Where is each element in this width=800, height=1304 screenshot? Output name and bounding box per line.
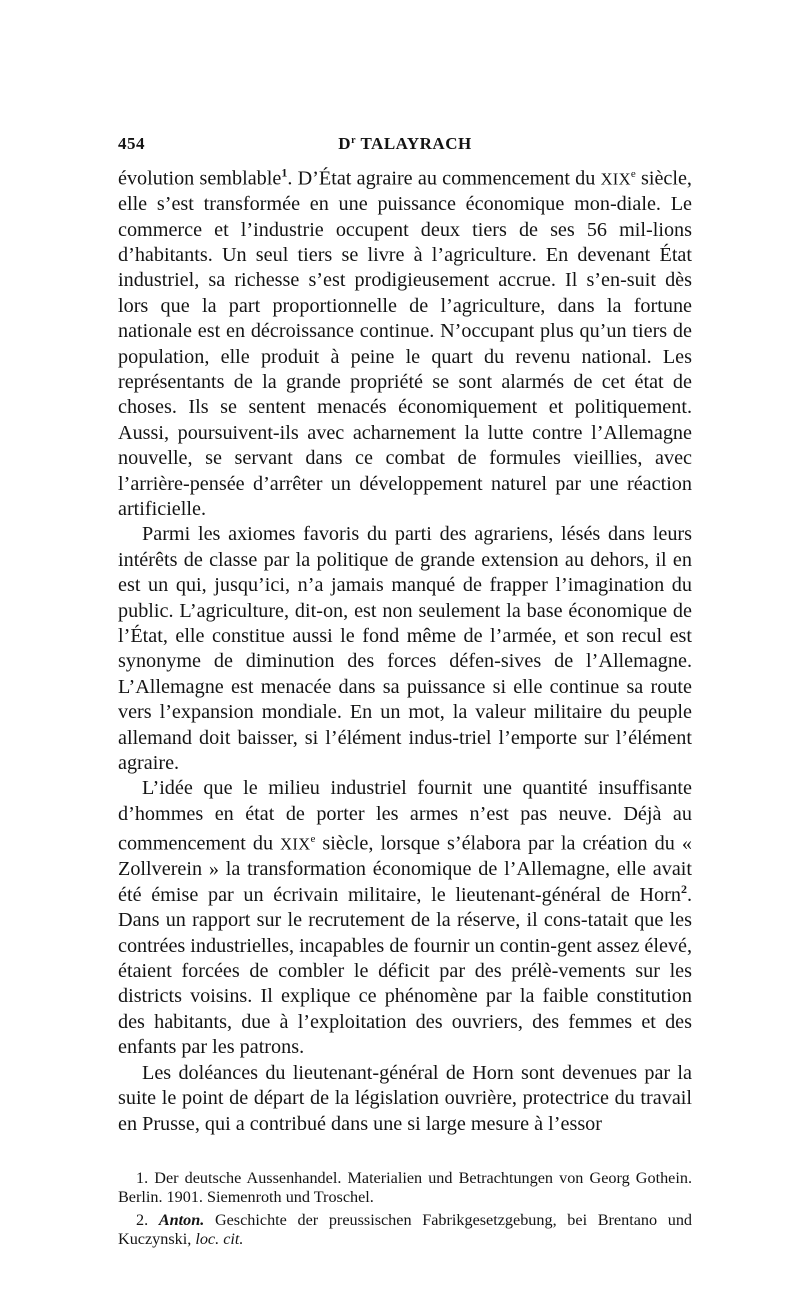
footnote-1 <box>118 1169 692 1208</box>
footnote-2 <box>118 1211 692 1250</box>
paragraph-3-text-b: siècle, lorsque s’élabora par la création du « Zollverein » la transformation économique de l’Allemagne, elle avait été émise par un écrivain militaire, le lieutenant-général de Horn <box>118 833 692 906</box>
running-title <box>118 134 692 154</box>
footnote-2-text: Geschichte der preussischen Fabrikgesetzgebung, bei Brentano und Kuczynski, <box>118 1210 693 1249</box>
paragraph-3-text-a: L’idée que le milieu industriel fournit une quantité insuffisante d’hommes en état de porter les armes n’est pas neuve. Déjà au commencement du <box>118 777 692 856</box>
paragraph-1-text-b: . D’État agraire au commencement du <box>287 167 601 190</box>
footnote-ref-1: 1 <box>281 165 288 180</box>
century-numeral: XIX <box>600 169 631 189</box>
body-text <box>118 162 692 1137</box>
book-page <box>118 134 692 1253</box>
footnote-2-loc: loc. cit. <box>195 1230 244 1249</box>
century-numeral-2: XIX <box>280 835 311 855</box>
paragraph-1 <box>118 162 692 522</box>
paragraph-3-text-c: . Dans un rapport sur le recrutement de la réserve, il cons-tatait que les contrées industrielles, incapables de fournir un contin-gent assez élevé, étaient forcées de combler le déficit par des prélè-vements sur les districts voisins. Il explique ce phénomène par la faible constitution des habitants, due à l’exploitation des ouvriers, des femmes et des enfants par les patrons. <box>118 883 693 1059</box>
author-prefix: D <box>338 134 352 153</box>
paragraph-4: Les doléances du lieutenant-général de Horn sont devenues par la suite le point de départ de la législation ouvrière, protectrice du travail en Prusse, qui a contribué dans une si large mesure à l’essor <box>118 1061 692 1135</box>
footnote-ref-2: 2 <box>680 881 687 896</box>
page-number: 454 <box>118 134 145 153</box>
paragraph-2: Parmi les axiomes favoris du parti des agrariens, lésés dans leurs intérêts de classe par la politique de grande extension au dehors, il en est un qui, jusqu’ici, n’a jamais manqué de frapper l’imagination du public. L’agriculture, dit-on, est non seulement la base économique de l’État, elle constitue aussi le fond même de l’armée, et son recul est synonyme de diminution des forces défen-sives de l’Allemagne. L’Allemagne est menacée dans sa puissance si elle continue sa route vers l’expansion mondiale. En un mot, la valeur militaire du peuple allemand doit baisser, si l’élément indus-triel l’emporte sur l’élément agraire. <box>118 523 692 775</box>
footnote-1-text: Der deutsche Aussenhandel. Materialien und Betrachtungen von Georg Gothein. Berlin. 1901. Siemenroth und Troschel. <box>118 1168 693 1207</box>
century-suffix: e <box>630 168 636 180</box>
paragraph-1-text-c: siècle, elle s’est transformée en une puissance économique mon-diale. Le commerce et l’industrie occupent deux tiers de ses 56 mil-lions d’habitants. Un seul tiers se livre à l’agriculture. En devenant État industriel, sa richesse s’est prodigieusement accrue. Il s’en-suit dès lors que la part proportionnelle de l’agriculture, dans la fortune nationale est en décroissance continue. N’occupant plus qu’un tiers de population, elle produit à peine le quart du revenu national. Les représentants de la grande propriété se sont alarmés de cet état de choses. Ils se sentent menacés économiquement et politiquement. Aussi, poursuivent-ils avec acharnement la lutte contre l’Allemagne nouvelle, se servant dans ce combat de formules vieillies, avec l’arrière-pensée d’arrêter un développement naturel par une réaction artificielle. <box>118 167 692 521</box>
paragraph-1-text-a: évolution semblable <box>118 167 282 190</box>
footnote-2-author: Anton. <box>158 1210 205 1229</box>
running-head <box>118 134 692 162</box>
author-prefix-sup: r <box>351 135 357 146</box>
author-name: TALAYRACH <box>360 134 472 153</box>
footnote-2-number: 2. <box>136 1210 149 1229</box>
footnotes <box>118 1169 692 1250</box>
footnote-1-number: 1. <box>136 1168 149 1187</box>
century-suffix-2: e <box>310 833 316 846</box>
paragraph-3 <box>118 776 692 1060</box>
